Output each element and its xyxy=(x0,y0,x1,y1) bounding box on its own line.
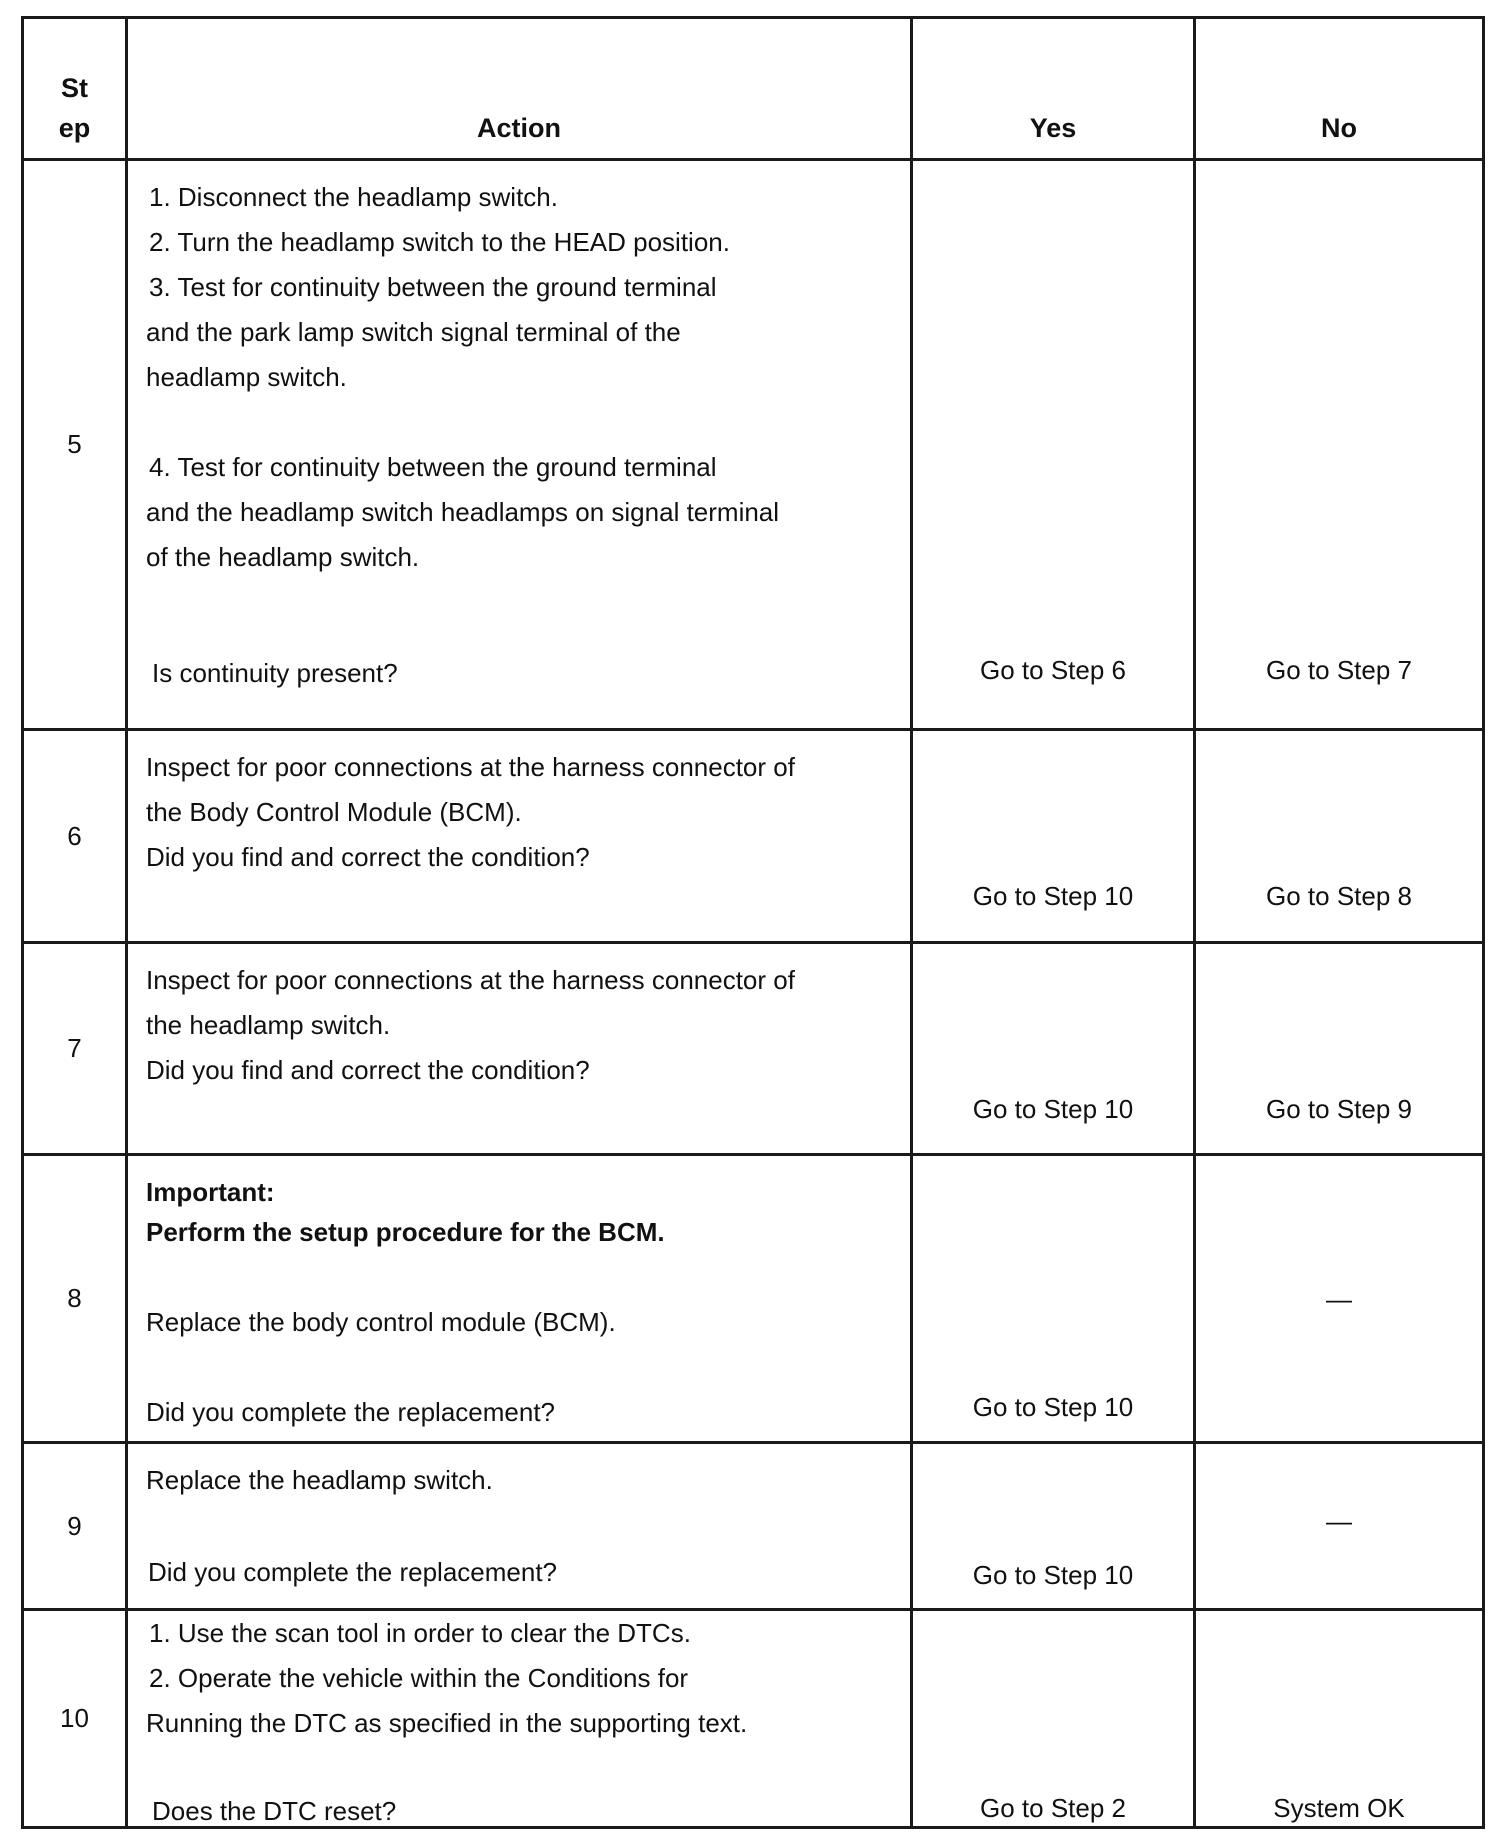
step-number: 7 xyxy=(23,943,127,1155)
action-cell xyxy=(127,943,912,1155)
yes-result: Go to Step 10 xyxy=(972,881,1134,911)
action-cell xyxy=(127,730,912,943)
yes-result: Go to Step 2 xyxy=(980,1793,1126,1823)
action-cell xyxy=(127,1610,912,1828)
action-line: 1. Use the scan tool in order to clear the DTCs. xyxy=(149,1618,691,1648)
action-cell xyxy=(127,1155,912,1443)
yes-result: Go to Step 10 xyxy=(972,1392,1134,1422)
header-action: Action xyxy=(127,18,912,160)
action-question: Did you find and correct the condition? xyxy=(146,842,590,872)
action-question: Did you complete the replacement? xyxy=(148,1557,558,1587)
no-result: Go to Step 8 xyxy=(1266,881,1412,911)
step-number: 10 xyxy=(23,1610,127,1828)
action-line: of the headlamp switch. xyxy=(146,542,420,572)
header-yes: Yes xyxy=(912,18,1195,160)
action-line: 4. Test for continuity between the ground terminal xyxy=(149,452,717,482)
action-line: 3. Test for continuity between the ground terminal xyxy=(149,272,717,302)
yes-cell xyxy=(912,160,1195,730)
diagnostic-table xyxy=(21,16,1485,1829)
table-row xyxy=(23,730,1484,943)
action-question: Did you complete the replacement? xyxy=(146,1397,556,1427)
header-row xyxy=(23,18,1484,160)
no-cell xyxy=(1195,1610,1484,1828)
no-cell xyxy=(1195,943,1484,1155)
action-line: and the headlamp switch headlamps on signal terminal xyxy=(146,497,780,527)
action-line: Replace the headlamp switch. xyxy=(146,1465,493,1495)
yes-cell xyxy=(912,943,1195,1155)
action-line: and the park lamp switch signal terminal of the xyxy=(146,317,681,347)
step-number: 6 xyxy=(23,730,127,943)
header-step-line2: ep xyxy=(58,113,91,143)
no-result: System OK xyxy=(1273,1793,1405,1823)
yes-cell xyxy=(912,730,1195,943)
yes-cell xyxy=(912,1443,1195,1610)
table-row xyxy=(23,160,1484,730)
no-result: — xyxy=(1326,1284,1352,1314)
action-line: Inspect for poor connections at the harness connector of xyxy=(146,965,795,995)
header-step-line1: St xyxy=(61,73,88,103)
header-no: No xyxy=(1195,18,1484,160)
action-line: Inspect for poor connections at the harness connector of xyxy=(146,752,795,782)
yes-result: Go to Step 6 xyxy=(980,655,1126,685)
table-row xyxy=(23,1610,1484,1828)
table-row xyxy=(23,943,1484,1155)
no-cell xyxy=(1195,160,1484,730)
no-result: Go to Step 9 xyxy=(1266,1094,1412,1124)
action-line: the headlamp switch. xyxy=(146,1010,391,1040)
action-line: headlamp switch. xyxy=(146,362,347,392)
action-question: Did you find and correct the condition? xyxy=(146,1055,590,1085)
no-result: Go to Step 7 xyxy=(1266,655,1412,685)
no-result: — xyxy=(1326,1506,1352,1536)
yes-cell xyxy=(912,1155,1195,1443)
no-cell xyxy=(1195,1443,1484,1610)
action-cell xyxy=(127,160,912,730)
yes-result: Go to Step 10 xyxy=(972,1094,1134,1124)
no-cell xyxy=(1195,730,1484,943)
table-row xyxy=(23,1443,1484,1610)
action-line: Replace the body control module (BCM). xyxy=(146,1307,616,1337)
yes-cell xyxy=(912,1610,1195,1828)
action-cell xyxy=(127,1443,912,1610)
step-number: 5 xyxy=(23,160,127,730)
action-line: 2. Turn the headlamp switch to the HEAD position. xyxy=(149,227,730,257)
action-line: Running the DTC as specified in the supporting text. xyxy=(146,1708,748,1738)
important-note: Perform the setup procedure for the BCM. xyxy=(146,1217,665,1247)
action-line: 2. Operate the vehicle within the Conditions for xyxy=(149,1663,689,1693)
action-question: Is continuity present? xyxy=(152,658,398,688)
table-row xyxy=(23,1155,1484,1443)
header-step xyxy=(23,18,127,160)
no-cell xyxy=(1195,1155,1484,1443)
yes-result: Go to Step 10 xyxy=(972,1560,1134,1590)
action-line: 1. Disconnect the headlamp switch. xyxy=(149,182,558,212)
action-line: the Body Control Module (BCM). xyxy=(146,797,522,827)
important-label: Important: xyxy=(146,1177,275,1207)
step-number: 8 xyxy=(23,1155,127,1443)
step-number: 9 xyxy=(23,1443,127,1610)
action-question: Does the DTC reset? xyxy=(152,1796,397,1826)
